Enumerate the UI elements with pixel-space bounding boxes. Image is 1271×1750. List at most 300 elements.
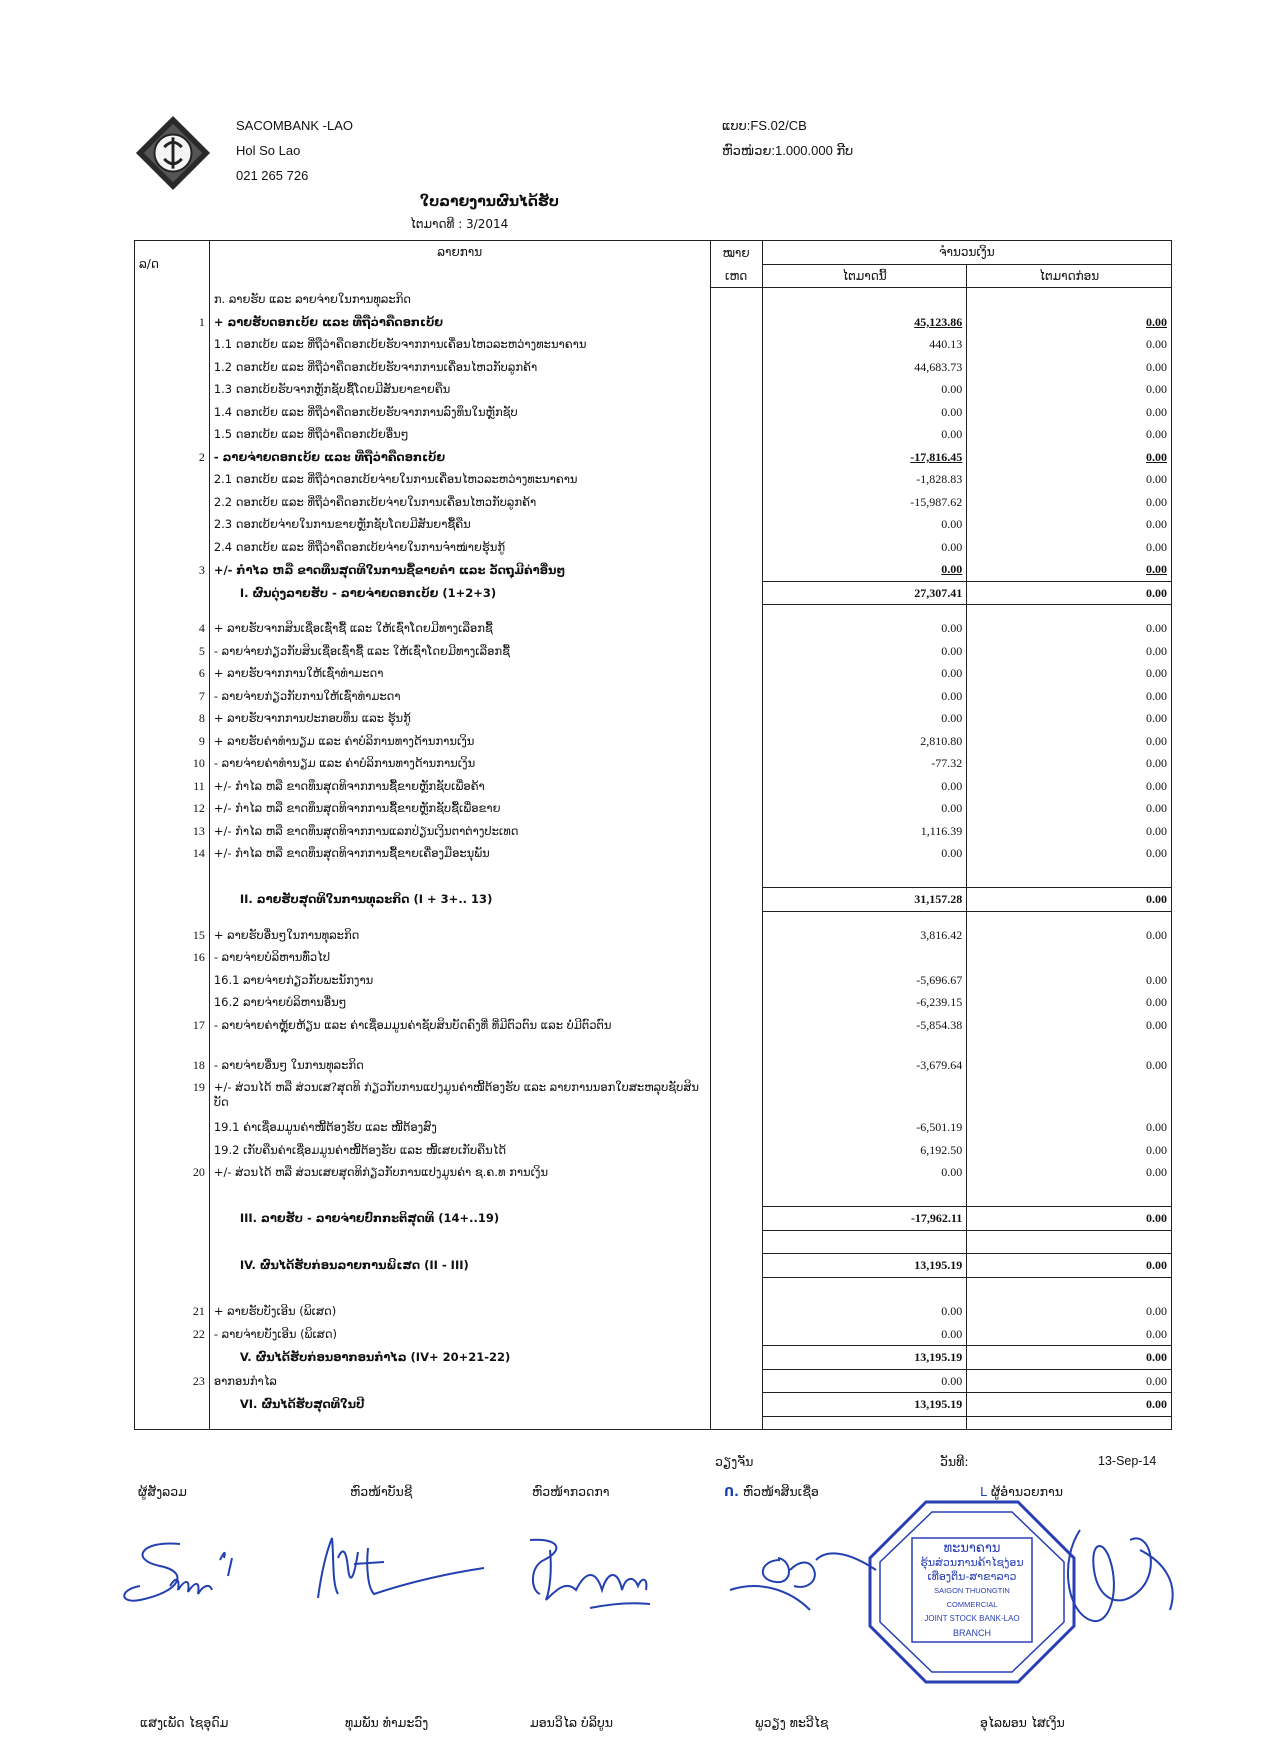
row-label: 2.2 ດອກເບ້ຍ ແລະ ທີ່ຖືວ່າຄືດອກເບ້ຍຈ່າຍໃນການເຄື່ອນໄຫວກັບລູກຄ້າ <box>209 491 710 514</box>
row-note <box>710 1393 762 1417</box>
table-row <box>135 865 1172 888</box>
row-number <box>135 536 210 559</box>
row-value-prev-quarter: 0.00 <box>967 752 1172 775</box>
row-note <box>710 865 762 888</box>
row-value-prev-quarter: 0.00 <box>967 1161 1172 1184</box>
col-header-note-top: ໝາຍ <box>710 241 762 265</box>
bank-info <box>236 116 353 186</box>
row-value-this-quarter: 0.00 <box>762 617 967 640</box>
row-number: 14 <box>135 842 210 865</box>
row-value-prev-quarter: 0.00 <box>967 401 1172 424</box>
row-value-this-quarter: 0.00 <box>762 536 967 559</box>
row-label: + ລາຍຮັບຄ່າທຳນຽມ ແລະ ຄ່າບໍລິການທາງດ້ານການເງິນ <box>209 730 710 753</box>
row-label <box>209 1230 710 1254</box>
row-value-this-quarter: 0.00 <box>762 685 967 708</box>
row-value-this-quarter: 0.00 <box>762 1161 967 1184</box>
table-row <box>135 842 1172 865</box>
row-note <box>710 1346 762 1370</box>
row-value-this-quarter <box>762 1277 967 1300</box>
row-note <box>710 1014 762 1054</box>
row-note <box>710 685 762 708</box>
row-note <box>710 991 762 1014</box>
signer-name-accounting: ທຸມພັນ ທຳມະວົງ <box>345 1715 429 1730</box>
row-note <box>710 1277 762 1300</box>
form-code: ແບບ:FS.02/CB <box>722 118 807 133</box>
row-number <box>135 991 210 1014</box>
row-note <box>710 1416 762 1429</box>
row-value-this-quarter: 0.00 <box>762 1369 967 1393</box>
table-row <box>135 888 1172 912</box>
row-note <box>710 446 762 469</box>
row-value-this-quarter <box>762 1076 967 1116</box>
table-row <box>135 1076 1172 1116</box>
row-number <box>135 513 210 536</box>
row-number: 23 <box>135 1369 210 1393</box>
row-number: 7 <box>135 685 210 708</box>
signer-title-credit: ᑎ. ຫົວໜ້າສິນເຊື່ອ <box>724 1484 819 1499</box>
row-label <box>209 911 710 924</box>
row-value-prev-quarter <box>967 911 1172 924</box>
row-value-prev-quarter: 0.00 <box>967 333 1172 356</box>
table-row <box>135 617 1172 640</box>
row-value-prev-quarter: 0.00 <box>967 468 1172 491</box>
table-row <box>135 356 1172 379</box>
row-value-prev-quarter: 0.00 <box>967 1300 1172 1323</box>
row-value-this-quarter: 44,683.73 <box>762 356 967 379</box>
row-note <box>710 1116 762 1139</box>
row-value-this-quarter: 0.00 <box>762 775 967 798</box>
row-note <box>710 1139 762 1162</box>
row-note <box>710 969 762 992</box>
row-value-this-quarter: 13,195.19 <box>762 1346 967 1370</box>
row-label: ອາກອນກຳໄລ <box>209 1369 710 1393</box>
row-label: - ລາຍຈ່າຍບັງເອີນ (ພິເສດ) <box>209 1323 710 1346</box>
row-note <box>710 356 762 379</box>
row-value-this-quarter: 0.00 <box>762 378 967 401</box>
row-value-this-quarter: 0.00 <box>762 1323 967 1346</box>
row-note <box>710 311 762 334</box>
row-value-prev-quarter <box>967 1076 1172 1116</box>
row-value-this-quarter: -6,239.15 <box>762 991 967 1014</box>
date-label: ວັນທີ: <box>940 1454 969 1469</box>
row-note <box>710 536 762 559</box>
row-note <box>710 401 762 424</box>
table-row <box>135 581 1172 605</box>
table-row <box>135 1230 1172 1254</box>
row-value-prev-quarter <box>967 288 1172 311</box>
table-row <box>135 1116 1172 1139</box>
row-label <box>209 1184 710 1207</box>
row-value-this-quarter <box>762 605 967 618</box>
row-note <box>710 558 762 581</box>
row-number: 15 <box>135 924 210 947</box>
table-row <box>135 1161 1172 1184</box>
row-number <box>135 333 210 356</box>
table-row <box>135 640 1172 663</box>
row-value-this-quarter: 0.00 <box>762 1300 967 1323</box>
col-header-no: ລ/ດ <box>135 241 210 288</box>
row-value-this-quarter: 13,195.19 <box>762 1393 967 1417</box>
row-label: - ລາຍຈ່າຍອື່ນໆ ໃນການທຸລະກິດ <box>209 1054 710 1077</box>
row-label: 1.4 ດອກເບ້ຍ ແລະ ທີ່ຖືວ່າຄືດອກເບ້ຍຮັບຈາກການລົງທຶນໃນຫຼັກຊັບ <box>209 401 710 424</box>
row-value-prev-quarter: 0.00 <box>967 1054 1172 1077</box>
row-value-prev-quarter: 0.00 <box>967 536 1172 559</box>
table-row <box>135 1254 1172 1278</box>
row-note <box>710 1323 762 1346</box>
row-value-this-quarter: -5,854.38 <box>762 1014 967 1054</box>
row-label: 16.2 ລາຍຈ່າຍບໍລິຫານອື່ນໆ <box>209 991 710 1014</box>
row-label: +/- ກຳໄລ ຫລື ຂາດທຶນສຸດທິຈາກການຊື້ຂາຍເຄື່ອງມືອະນຸພັນ <box>209 842 710 865</box>
row-number <box>135 1393 210 1417</box>
row-number: 12 <box>135 797 210 820</box>
row-value-prev-quarter: 0.00 <box>967 842 1172 865</box>
row-value-this-quarter <box>762 1184 967 1207</box>
row-value-prev-quarter: 0.00 <box>967 797 1172 820</box>
stamp-line-3: ເທືອງຕິ່ນ-ສາຂາລາວ <box>927 1570 1017 1583</box>
row-note <box>710 707 762 730</box>
table-row <box>135 730 1172 753</box>
row-note <box>710 797 762 820</box>
row-number: 19 <box>135 1076 210 1116</box>
table-row <box>135 991 1172 1014</box>
row-note <box>710 605 762 618</box>
signer-name-audit: ມອນວິໄລ ບໍລິບູນ <box>530 1715 614 1730</box>
table-row <box>135 288 1172 311</box>
row-value-prev-quarter: 0.00 <box>967 581 1172 605</box>
row-label: II. ລາຍຮັບສຸດທິໃນການທຸລະກິດ (I + 3+.. 13) <box>209 888 710 912</box>
row-note <box>710 378 762 401</box>
row-label: + ລາຍຮັບຈາກການໃຫ້ເຊົ່າທຳມະດາ <box>209 662 710 685</box>
row-note <box>710 1207 762 1231</box>
row-value-prev-quarter: 0.00 <box>967 1014 1172 1054</box>
income-statement-table <box>134 240 1172 1430</box>
row-note <box>710 820 762 843</box>
row-value-this-quarter <box>762 1416 967 1429</box>
row-label: 1.1 ດອກເບ້ຍ ແລະ ທີ່ຖືວ່າຄືດອກເບ້ຍຮັບຈາກການເຄື່ອນໄຫວລະຫວ່າງທະນາຄານ <box>209 333 710 356</box>
row-label: 1.3 ດອກເບ້ຍຮັບຈາກຫຼັກຊັບຊື້ໂດຍມີສັນຍາຂາຍຄືນ <box>209 378 710 401</box>
row-value-prev-quarter: 0.00 <box>967 685 1172 708</box>
row-note <box>710 911 762 924</box>
row-number: 21 <box>135 1300 210 1323</box>
row-note <box>710 752 762 775</box>
table-row <box>135 491 1172 514</box>
row-number <box>135 888 210 912</box>
table-row <box>135 969 1172 992</box>
row-label: V. ຜົນໄດ້ຮັບກ່ອນອາກອນກຳໄລ (IV+ 20+21-22) <box>209 1346 710 1370</box>
row-value-this-quarter: -3,679.64 <box>762 1054 967 1077</box>
table-row <box>135 558 1172 581</box>
row-label: I. ຜົນດຸ່ງລາຍຮັບ - ລາຍຈ່າຍດອກເບ້ຍ (1+2+3) <box>209 581 710 605</box>
row-value-prev-quarter: 0.00 <box>967 1254 1172 1278</box>
report-period: ໄຕມາດທີ : 3/2014 <box>410 217 509 231</box>
row-note <box>710 730 762 753</box>
table-row <box>135 1139 1172 1162</box>
row-number <box>135 1416 210 1429</box>
row-note <box>710 1054 762 1077</box>
col-header-item: ລາຍການ <box>209 241 710 288</box>
row-number <box>135 1230 210 1254</box>
row-number: 8 <box>135 707 210 730</box>
table-row <box>135 752 1172 775</box>
row-value-prev-quarter: 0.00 <box>967 775 1172 798</box>
row-label: 1.2 ດອກເບ້ຍ ແລະ ທີ່ຖືວ່າຄືດອກເບ້ຍຮັບຈາກການເຄື່ອນໄຫວກັບລູກຄ້າ <box>209 356 710 379</box>
table-row <box>135 797 1172 820</box>
row-label <box>209 1277 710 1300</box>
table-row <box>135 924 1172 947</box>
row-value-this-quarter: 0.00 <box>762 842 967 865</box>
row-label: +/- ກຳໄລ ຫລື ຂາດທຶນສຸດທິຈາກການຊື້ຂາຍຫຼັກຊັບຊື້ເພື່ອຂາຍ <box>209 797 710 820</box>
bank-name: SACOMBANK -LAO <box>236 118 354 133</box>
row-note <box>710 333 762 356</box>
row-value-this-quarter: -15,987.62 <box>762 491 967 514</box>
place-label: ວຽງຈັນ <box>715 1454 754 1469</box>
signer-title-accounting: ຫົວໜ້າບັນຊີ <box>350 1484 413 1499</box>
row-label: - ລາຍຈ່າຍຄ່າທຳນຽມ ແລະ ຄ່າບໍລິການທາງດ້ານການເງິນ <box>209 752 710 775</box>
row-note <box>710 775 762 798</box>
row-number: 5 <box>135 640 210 663</box>
row-number: 17 <box>135 1014 210 1054</box>
row-number: 20 <box>135 1161 210 1184</box>
table-row <box>135 378 1172 401</box>
row-note <box>710 1161 762 1184</box>
table-row <box>135 1393 1172 1417</box>
col-header-amount: ຈຳນວນເງິນ <box>762 241 1171 265</box>
row-value-this-quarter: -17,962.11 <box>762 1207 967 1231</box>
row-label: +/- ສ່ວນໄດ້ ຫລື ສ່ວນເສ?ສຸດທິ ກ່ຽວກັບການແປງມູນຄ່າໜີ້ຕ້ອງຮັບ ແລະ ລາຍການນອກໃບສະຫລຸບຊັບສິນບັດ <box>209 1076 710 1116</box>
row-label <box>209 605 710 618</box>
row-value-this-quarter: -1,828.83 <box>762 468 967 491</box>
row-note <box>710 617 762 640</box>
row-value-this-quarter: 440.13 <box>762 333 967 356</box>
col-header-this-quarter: ໄຕມາດນີ້ <box>762 264 967 288</box>
table-row <box>135 423 1172 446</box>
row-value-prev-quarter: 0.00 <box>967 888 1172 912</box>
row-value-prev-quarter <box>967 1277 1172 1300</box>
row-number: 10 <box>135 752 210 775</box>
row-value-this-quarter: 27,307.41 <box>762 581 967 605</box>
row-number <box>135 1277 210 1300</box>
stamp-line-1: ທະນາຄານ <box>943 1541 1001 1556</box>
table-row <box>135 311 1172 334</box>
table-row <box>135 1184 1172 1207</box>
row-note <box>710 924 762 947</box>
row-value-this-quarter <box>762 946 967 969</box>
table-row <box>135 468 1172 491</box>
row-value-this-quarter: 0.00 <box>762 640 967 663</box>
row-number <box>135 605 210 618</box>
row-number: 6 <box>135 662 210 685</box>
row-label: 19.2 ເກັບຄືນຄ່າເຊື່ອມມູນຄ່າໜີ້ຕ້ອງຮັບ ແລະ ໜີ້ເສຍເກັບຄືນໄດ້ <box>209 1139 710 1162</box>
row-note <box>710 946 762 969</box>
row-value-prev-quarter <box>967 865 1172 888</box>
row-value-prev-quarter: 0.00 <box>967 1139 1172 1162</box>
row-label: + ລາຍຮັບດອກເບ້ຍ ແລະ ທີ່ຖືວ່າຄືດອກເບ້ຍ <box>209 311 710 334</box>
row-number <box>135 581 210 605</box>
table-row <box>135 911 1172 924</box>
row-number <box>135 865 210 888</box>
row-label: + ລາຍຮັບຈາກສິນເຊື່ອເຊົ່າຊື້ ແລະ ໃຫ້ເຊົ່າໂດຍມີທາງເລືອກຊື້ <box>209 617 710 640</box>
row-value-prev-quarter: 0.00 <box>967 640 1172 663</box>
row-label: - ລາຍຈ່າຍກ່ຽວກັບການໃຫ້ເຊົ່າທຳມະດາ <box>209 685 710 708</box>
row-label: 2.1 ດອກເບ້ຍ ແລະ ທີ່ຖືວ່າດອກເບ້ຍຈ່າຍໃນການເຄື່ອນໄຫວລະຫວ່າງທະນາຄານ <box>209 468 710 491</box>
row-value-this-quarter: 0.00 <box>762 707 967 730</box>
row-value-prev-quarter: 0.00 <box>967 1323 1172 1346</box>
row-label: VI. ຜົນໄດ້ຮັບສຸດທິໃນປີ <box>209 1393 710 1417</box>
signer-title-compiler: ຜູ້ສັງລວມ <box>138 1484 187 1499</box>
stamp-line-2: ຮຸ້ນສ່ວນການຄ້າໄຊງ່ອນ <box>920 1556 1024 1569</box>
row-note <box>710 1230 762 1254</box>
row-number <box>135 423 210 446</box>
row-number <box>135 468 210 491</box>
signature-1-icon <box>110 1530 270 1620</box>
signature-2-icon <box>298 1528 498 1608</box>
table-row <box>135 1323 1172 1346</box>
row-label: 2.4 ດອກເບ້ຍ ແລະ ທີ່ຖືວ່າຄືດອກເບ້ຍຈ່າຍໃນການຈຳໜ່າຍຮຸ້ນກູ້ <box>209 536 710 559</box>
row-note <box>710 581 762 605</box>
row-value-prev-quarter: 0.00 <box>967 1346 1172 1370</box>
table-row <box>135 1300 1172 1323</box>
signer-name-credit: ພູວຽງ ທະວີໄຊ <box>755 1715 829 1730</box>
row-number <box>135 911 210 924</box>
date-value: 13-Sep-14 <box>1098 1454 1157 1468</box>
row-value-this-quarter: -77.32 <box>762 752 967 775</box>
table-row <box>135 605 1172 618</box>
row-label: - ລາຍຈ່າຍກ່ຽວກັບສິນເຊື່ອເຊົ່າຊື້ ແລະ ໃຫ້ເຊົ່າໂດຍມີທາງເລືອກຊື້ <box>209 640 710 663</box>
row-note <box>710 288 762 311</box>
row-note <box>710 888 762 912</box>
row-label: + ລາຍຮັບອື່ນໆໃນການທຸລະກິດ <box>209 924 710 947</box>
signer-name-director: ອຸໄລພອນ ໄສເງິນ <box>980 1715 1065 1730</box>
row-note <box>710 423 762 446</box>
row-label: - ລາຍຈ່າຍດອກເບ້ຍ ແລະ ທີ່ຖືວ່າຄືດອກເບ້ຍ <box>209 446 710 469</box>
row-number: 18 <box>135 1054 210 1077</box>
row-note <box>710 1076 762 1116</box>
row-label: - ລາຍຈ່າຍຄ່າຫຼຸ້ຍຫ້ຽນ ແລະ ຄ່າເຊື່ອມມູນຄ່າຊັບສິນບັດຄົງທີ່ ທີ່ມີຕົວຕົນ ແລະ ບໍ່ມີຕົວຕົນ <box>209 1014 710 1054</box>
row-value-this-quarter: 2,810.80 <box>762 730 967 753</box>
row-note <box>710 1300 762 1323</box>
row-value-prev-quarter: 0.00 <box>967 513 1172 536</box>
row-value-this-quarter <box>762 911 967 924</box>
row-value-this-quarter <box>762 288 967 311</box>
row-number <box>135 1184 210 1207</box>
row-value-this-quarter: 31,157.28 <box>762 888 967 912</box>
row-value-this-quarter: 1,116.39 <box>762 820 967 843</box>
row-value-this-quarter <box>762 1230 967 1254</box>
row-note <box>710 1369 762 1393</box>
stamp-line-4: SAIGON THUONGTIN COMMERCIAL <box>934 1586 1010 1609</box>
row-value-this-quarter: 0.00 <box>762 558 967 581</box>
row-label: +/- ກຳໄລ ຫລື ຂາດທຶນສຸດທິໃນການຊື້ຂາຍຄຳ ແລະ ວັດຖຸມີຄ່າອື່ນໆ <box>209 558 710 581</box>
table-row <box>135 1369 1172 1393</box>
row-label: ກ. ລາຍຮັບ ແລະ ລາຍຈ່າຍໃນການທຸລະກິດ <box>209 288 710 311</box>
row-label: 16.1 ລາຍຈ່າຍກ່ຽວກັບພະນັກງານ <box>209 969 710 992</box>
row-label: IV. ຜົນໄດ້ຮັບກ່ອນລາຍການພິເສດ (II - III) <box>209 1254 710 1278</box>
table-row <box>135 1207 1172 1231</box>
row-value-prev-quarter: 0.00 <box>967 820 1172 843</box>
row-label: 19.1 ຄ່າເຊື່ອມມູນຄ່າໜີ້ຕ້ອງຮັບ ແລະ ໜີ້ຕ້ອງສົງ <box>209 1116 710 1139</box>
row-value-prev-quarter: 0.00 <box>967 1116 1172 1139</box>
row-value-prev-quarter <box>967 946 1172 969</box>
row-number: 13 <box>135 820 210 843</box>
row-value-prev-quarter: 0.00 <box>967 662 1172 685</box>
row-value-this-quarter: 45,123.86 <box>762 311 967 334</box>
table-row <box>135 707 1172 730</box>
row-value-prev-quarter: 0.00 <box>967 969 1172 992</box>
row-note <box>710 640 762 663</box>
row-value-prev-quarter: 0.00 <box>967 991 1172 1014</box>
row-number: 16 <box>135 946 210 969</box>
row-value-prev-quarter: 0.00 <box>967 423 1172 446</box>
row-value-prev-quarter: 0.00 <box>967 1369 1172 1393</box>
table-row <box>135 685 1172 708</box>
table-row <box>135 446 1172 469</box>
row-value-prev-quarter: 0.00 <box>967 1207 1172 1231</box>
table-row <box>135 820 1172 843</box>
row-number <box>135 378 210 401</box>
table-row <box>135 1277 1172 1300</box>
row-value-prev-quarter: 0.00 <box>967 558 1172 581</box>
signer-name-compiler: ແສງເພັດ ໄຊອຸດົມ <box>140 1715 229 1730</box>
row-value-prev-quarter: 0.00 <box>967 491 1172 514</box>
row-value-this-quarter: 0.00 <box>762 401 967 424</box>
row-label: 2.3 ດອກເບ້ຍຈ່າຍໃນການຂາຍຫຼັກຊັບໂດຍມີສັນຍາຊື້ຄືນ <box>209 513 710 536</box>
row-note <box>710 491 762 514</box>
bank-phone: 021 265 726 <box>236 168 309 183</box>
row-number: 2 <box>135 446 210 469</box>
table-row <box>135 1416 1172 1429</box>
bank-address: Hol So Lao <box>236 143 301 158</box>
form-info <box>722 116 853 161</box>
row-value-prev-quarter: 0.00 <box>967 446 1172 469</box>
row-value-prev-quarter <box>967 1416 1172 1429</box>
row-number <box>135 1116 210 1139</box>
table-row <box>135 946 1172 969</box>
row-value-prev-quarter <box>967 1230 1172 1254</box>
row-label: III. ລາຍຮັບ - ລາຍຈ່າຍປົກກະຕິສຸດທິ (14+..19) <box>209 1207 710 1231</box>
row-value-prev-quarter <box>967 1184 1172 1207</box>
official-stamp <box>866 1498 1078 1686</box>
row-number <box>135 401 210 424</box>
row-value-prev-quarter: 0.00 <box>967 1393 1172 1417</box>
row-value-this-quarter: 13,195.19 <box>762 1254 967 1278</box>
row-value-prev-quarter: 0.00 <box>967 730 1172 753</box>
row-value-this-quarter: 0.00 <box>762 797 967 820</box>
row-number <box>135 288 210 311</box>
row-label <box>209 1416 710 1429</box>
row-number <box>135 356 210 379</box>
row-number: 22 <box>135 1323 210 1346</box>
row-value-this-quarter: 0.00 <box>762 662 967 685</box>
table-row <box>135 513 1172 536</box>
row-value-this-quarter: -17,816.45 <box>762 446 967 469</box>
row-note <box>710 662 762 685</box>
row-label: - ລາຍຈ່າຍບໍລິຫານທົ່ວໄປ <box>209 946 710 969</box>
signature-3-icon <box>520 1530 670 1620</box>
row-number: 11 <box>135 775 210 798</box>
signature-4-icon <box>720 1530 890 1630</box>
table-row <box>135 401 1172 424</box>
col-header-note-bottom: ເຫດ <box>710 264 762 288</box>
row-value-this-quarter: 0.00 <box>762 513 967 536</box>
row-label: +/- ສ່ວນໄດ້ ຫລື ສ່ວນເສຍສຸດທິກ່ຽວກັບການແປງມູນຄ່າ ຊ.ຄ.ທ ການເງິນ <box>209 1161 710 1184</box>
row-value-this-quarter <box>762 865 967 888</box>
row-note <box>710 842 762 865</box>
unit-label: ຫົວໜ່ວຍ:1.000.000 ກີບ <box>722 143 854 158</box>
table-body <box>135 288 1172 1430</box>
row-value-this-quarter: -6,501.19 <box>762 1116 967 1139</box>
row-value-prev-quarter: 0.00 <box>967 311 1172 334</box>
row-value-prev-quarter: 0.00 <box>967 924 1172 947</box>
